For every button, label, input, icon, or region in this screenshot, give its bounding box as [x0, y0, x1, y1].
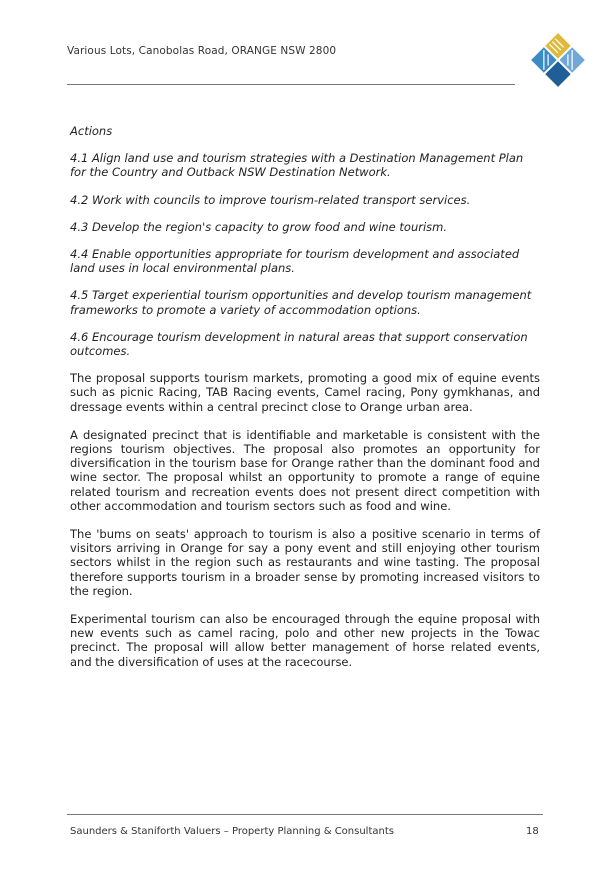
page-number: 18: [526, 826, 539, 837]
action-item-4-3: 4.3 Develop the region's capacity to grow food and wine tourism.: [70, 219, 448, 234]
company-diamond-logo-icon: [530, 30, 586, 90]
footer-company: Saunders & Staniforth Valuers – Property Planning & Consultants: [70, 826, 394, 837]
actions-heading: Actions: [70, 124, 113, 138]
body-paragraph: The proposal supports tourism markets, promoting a good mix of equine events such as picnic Racing, TAB Racing events, Camel racing, Pony gymkhanas, and dressage events within a central precinct close to Orange urban area.: [70, 371, 540, 414]
action-item-4-2: 4.2 Work with councils to improve tourism-related transport services.: [70, 192, 471, 207]
action-item-4-6: 4.6 Encourage tourism development in natural areas that support conservation outcomes.: [70, 329, 528, 359]
action-item-4-4: 4.4 Enable opportunities appropriate for tourism development and associated land uses in local environmental plans.: [70, 247, 520, 276]
body-paragraph: A designated precinct that is identifiable and marketable is consistent with the regions tourism objectives. The proposal also promotes an opportunity for diversification in the tourism base for Orange rather than the dominant food and wine sector. The proposal whilst an opportunity to promote a range of equine related tourism and recreation events does not present direct competition with other accommodation and tourism sectors such as food and wine.: [70, 427, 540, 513]
body-paragraph: Experimental tourism can also be encouraged through the equine proposal with new events such as camel racing, polo and other new projects in the Towac precinct. The proposal will allow better management of horse related events, and the diversification of uses at the racecourse.: [70, 612, 540, 669]
footer-divider: [67, 814, 543, 815]
action-item-4-1: 4.1 Align land use and tourism strategies with a Destination Management Plan for the Country and Outback NSW Destination Network.: [70, 151, 524, 180]
header-divider: [67, 84, 515, 85]
action-item-4-5: 4.5 Target experiential tourism opportunities and develop tourism management frameworks to promote a variety of accommodation options.: [70, 288, 532, 317]
body-paragraph: The 'bums on seats' approach to tourism is also a positive scenario in terms of visitors arriving in Orange for say a pony event and still enjoying other tourism sectors whilst in the region such as restaurants and wine tasting. The proposal therefore supports tourism in a broader sense by promoting increased visitors to the region.: [70, 527, 540, 598]
header-address: Various Lots, Canobolas Road, ORANGE NSW 2800: [67, 45, 337, 57]
main-content: [70, 124, 540, 683]
